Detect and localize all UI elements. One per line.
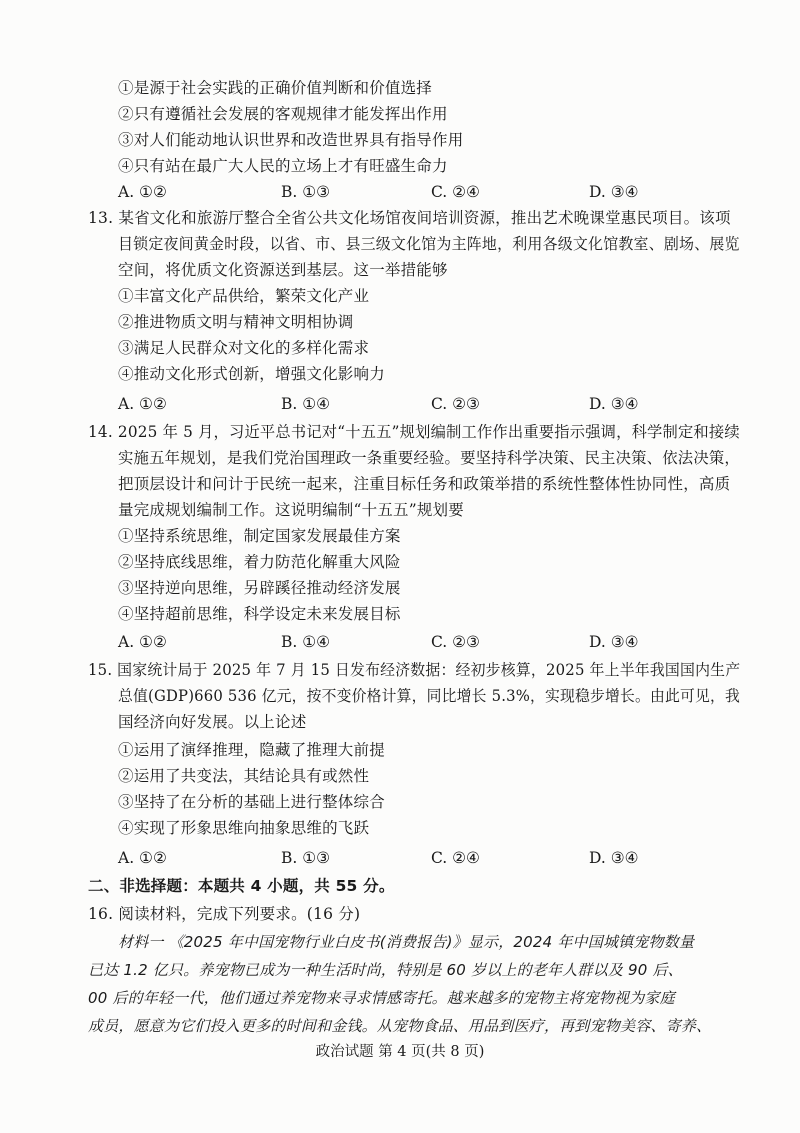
q16-material-line-3: 00 后的年轻一代，他们通过养宠物来寻求情感寄托。越来越多的宠物主将宠物视为家庭: [88, 989, 675, 1007]
q13-stem-line-1: 13. 某省文化和旅游厅整合全省公共文化场馆夜间培训资源，推出艺术晚课堂惠民项目。该项: [88, 209, 731, 227]
q15-option-c: C. ②④: [431, 849, 480, 867]
q16-material-line-1: 材料一 《2025 年中国宠物行业白皮书(消费报告)》显示，2024 年中国城镇宠物数量: [118, 933, 695, 951]
q14-stem-line-4: 量完成规划编制工作。这说明编制“十五五”规划要: [118, 501, 464, 519]
q12-option-b: B. ①③: [281, 183, 331, 201]
q14-option-a: A. ①②: [118, 633, 167, 651]
q13-statement-3: ③满足人民群众对文化的多样化需求: [118, 339, 370, 357]
q14-statement-3: ③坚持逆向思维，另辟蹊径推动经济发展: [118, 579, 401, 597]
q13-stem-line-2: 目锁定夜间黄金时段，以省、市、县三级文化馆为主阵地，利用各级文化馆教室、剧场、展览: [118, 235, 740, 253]
q13-option-a: A. ①②: [118, 395, 167, 413]
q14-stem-line-3: 把顶层设计和问计于民统一起来，注重目标任务和政策举措的系统性整体性协同性，高质: [118, 475, 731, 493]
q14-stem-line-1: 14. 2025 年 5 月，习近平总书记对“十五五”规划编制工作作出重要指示强调，科学制定和接续: [88, 423, 740, 441]
q13-statement-1: ①丰富文化产品供给，繁荣文化产业: [118, 287, 370, 305]
q14-option-c: C. ②③: [431, 633, 480, 651]
q13-statement-4: ④推动文化形式创新，增强文化影响力: [118, 365, 385, 383]
q13-options: [118, 393, 718, 415]
q15-stem-line-2: 总值(GDP)660 536 亿元，按不变价格计算，同比增长 5.3%，实现稳步增长。由此可见，我: [118, 687, 741, 705]
q15-statement-3: ③坚持了在分析的基础上进行整体综合: [118, 793, 385, 811]
q12-statement-4: ④只有站在最广大人民的立场上才有旺盛生命力: [118, 157, 448, 175]
section-2-heading: 二、非选择题：本题共 4 小题，共 55 分。: [88, 877, 395, 895]
q12-options: [118, 181, 718, 203]
q12-option-c: C. ②④: [431, 183, 480, 201]
q15-statement-1: ①运用了演绎推理，隐藏了推理大前提: [118, 741, 385, 759]
q14-statement-2: ②坚持底线思维，着力防范化解重大风险: [118, 553, 401, 571]
q12-option-a: A. ①②: [118, 183, 167, 201]
q13-option-b: B. ①④: [281, 395, 331, 413]
q15-options: [118, 847, 718, 869]
q13-option-c: C. ②③: [431, 395, 480, 413]
q15-option-d: D. ③④: [589, 849, 639, 867]
q12-statement-1: ①是源于社会实践的正确价值判断和价值选择: [118, 79, 433, 97]
q12-statement-3: ③对人们能动地认识世界和改造世界具有指导作用: [118, 131, 464, 149]
q14-option-b: B. ①④: [281, 633, 331, 651]
q13-option-d: D. ③④: [589, 395, 639, 413]
q14-options: [118, 631, 718, 653]
q14-statement-1: ①坚持系统思维，制定国家发展最佳方案: [118, 527, 401, 545]
q14-stem-line-2: 实施五年规划，是我们党治国理政一条重要经验。要坚持科学决策、民主决策、依法决策，: [118, 449, 740, 467]
q15-option-a: A. ①②: [118, 849, 167, 867]
q16-material-line-2: 已达 1.2 亿只。养宠物已成为一种生活时尚，特别是 60 岁以上的老年人群以及 90 后、: [88, 961, 683, 979]
q12-statement-2: ②只有遵循社会发展的客观规律才能发挥出作用: [118, 105, 448, 123]
page-footer: 政治试题 第 4 页(共 8 页): [315, 1044, 485, 1060]
q12-option-d: D. ③④: [589, 183, 639, 201]
q15-statement-4: ④实现了形象思维向抽象思维的飞跃: [118, 819, 370, 837]
q14-statement-4: ④坚持超前思维，科学设定未来发展目标: [118, 605, 401, 623]
q13-stem-line-3: 空间，将优质文化资源送到基层。这一举措能够: [118, 261, 448, 279]
q13-statement-2: ②推进物质文明与精神文明相协调: [118, 313, 354, 331]
q15-statement-2: ②运用了共变法，其结论具有或然性: [118, 767, 370, 785]
q15-stem-line-1: 15. 国家统计局于 2025 年 7 月 15 日发布经济数据：经初步核算，2025 年上半年我国国内生产: [88, 661, 741, 679]
q14-option-d: D. ③④: [589, 633, 639, 651]
q16-stem: 16. 阅读材料，完成下列要求。(16 分): [88, 905, 361, 923]
q15-stem-line-3: 国经济向好发展。以上论述: [118, 713, 307, 731]
q15-option-b: B. ①③: [281, 849, 331, 867]
q16-material-line-4: 成员，愿意为它们投入更多的时间和金钱。从宠物食品、用品到医疗，再到宠物美容、寄养、: [88, 1017, 712, 1035]
